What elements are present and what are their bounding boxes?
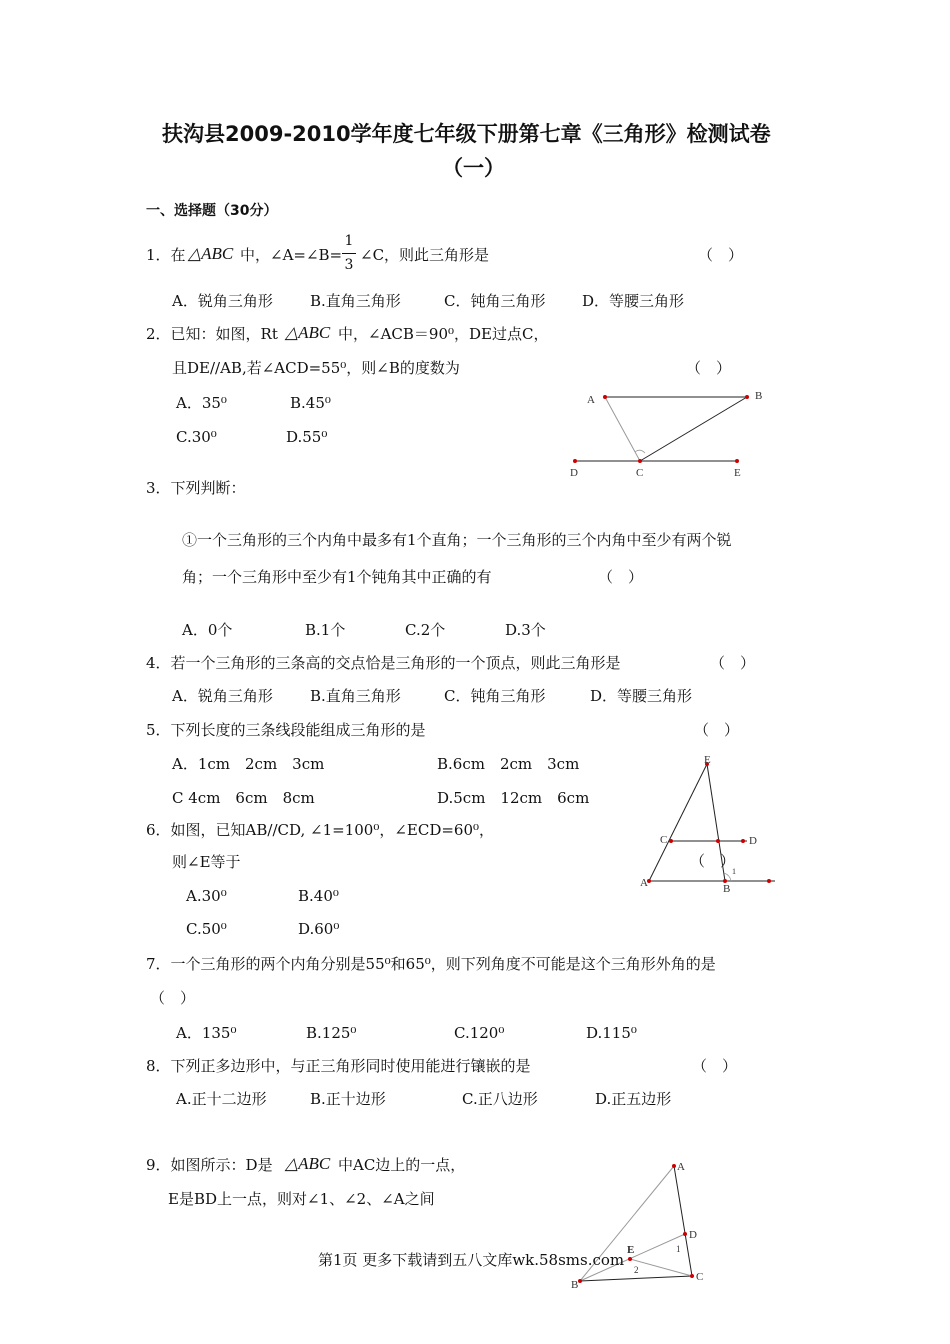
q3-option-d: D.3个: [505, 621, 546, 639]
q8-option-b: B.正十边形: [310, 1090, 386, 1108]
q7-option-d: D.115⁰: [586, 1024, 637, 1042]
q2-option-b: B.45⁰: [290, 394, 331, 412]
q7-stem: 7．一个三角形的两个内角分别是55⁰和65⁰，则下列角度不可能是这个三角形外角的是: [146, 955, 716, 973]
q6-label-1: 1: [732, 867, 736, 876]
q1-answer-paren: （ ）: [698, 246, 744, 264]
q1-option-d: D．等腰三角形: [582, 292, 685, 310]
q6-label-c: C: [660, 834, 668, 846]
q2-option-d: D.55⁰: [286, 428, 328, 446]
q2-answer-paren: （ ）: [686, 359, 732, 377]
q9-line1-suffix: 中AC边上的一点，: [338, 1156, 466, 1174]
q4-answer-paren: （ ）: [710, 654, 756, 672]
q8-option-c: C.正八边形: [462, 1090, 538, 1108]
page-footer: 第1页 更多下载请到五八文库wk.58sms.com: [318, 1251, 625, 1269]
q5-stem: 5．下列长度的三条线段能组成三角形的是: [146, 721, 426, 739]
q6-figure: [635, 752, 785, 902]
q6-option-b: B.40⁰: [298, 887, 339, 905]
q2-label-b: B: [755, 390, 763, 402]
q2-line1-suffix: 中，∠ACB＝90⁰，DE过点C，: [338, 325, 549, 343]
q4-stem: 4．若一个三角形的三条高的交点恰是三角形的一个顶点，则此三角形是: [146, 654, 621, 672]
q4-option-d: D．等腰三角形: [590, 687, 693, 705]
q1-option-b: B.直角三角形: [310, 292, 401, 310]
q2-label-a: A: [587, 394, 595, 406]
q1-suffix: ∠C，则此三角形是: [360, 246, 490, 264]
q3-option-a: A．0个: [182, 621, 233, 639]
q8-option-a: A.正十二边形: [176, 1090, 267, 1108]
q1-fraction-numerator: 1: [344, 233, 354, 249]
q9-line2: E是BD上一点，则对∠1、∠2、∠A之间: [168, 1190, 435, 1208]
q6-option-c: C.50⁰: [186, 920, 227, 938]
q9-label-d: D: [689, 1229, 697, 1241]
q2-figure: [565, 385, 785, 480]
q6-answer-paren: （ ）: [690, 852, 736, 870]
q6-line1: 6．如图，已知AB//CD, ∠1=100⁰，∠ECD=60⁰，: [146, 821, 495, 839]
exam-title: 扶沟县2009-2010学年度七年级下册第七章《三角形》检测试卷: [162, 122, 771, 146]
q6-line2: 则∠E等于: [172, 853, 241, 871]
q9-label-1: 1: [676, 1244, 681, 1254]
q9-label-e: E: [627, 1244, 635, 1256]
q6-option-a: A.30⁰: [186, 887, 227, 905]
q9-label-a: A: [677, 1161, 685, 1173]
q3-line2: ①一个三角形的三个内角中最多有1个直角；一个三角形的三个内角中至少有两个锐: [182, 531, 732, 549]
q7-option-a: A．135⁰: [176, 1024, 237, 1042]
q9-triangle: △ABC: [285, 1154, 331, 1173]
section-heading: 一、选择题（30分）: [146, 203, 278, 219]
q3-answer-paren: （ ）: [598, 568, 644, 586]
q2-label-e: E: [734, 467, 741, 479]
q5-option-a: A．1cm 2cm 3cm: [172, 755, 325, 773]
q2-label-c: C: [636, 467, 644, 479]
q9-line1-prefix: 9．如图所示：D是: [146, 1156, 273, 1174]
q6-label-e: E: [704, 754, 711, 766]
q9-label-2: 2: [634, 1265, 639, 1275]
q2-line1-prefix: 2．已知：如图，Rt: [146, 325, 278, 343]
q2-option-a: A．35⁰: [176, 394, 227, 412]
q2-triangle: △ABC: [285, 323, 331, 342]
q7-option-c: C.120⁰: [454, 1024, 505, 1042]
q6-label-a: A: [640, 877, 648, 889]
q6-label-b: B: [723, 883, 731, 895]
q9-figure: [568, 1158, 708, 1293]
q1-triangle: △ABC: [188, 244, 234, 263]
q1-fraction-denominator: 3: [344, 257, 354, 273]
q9-label-c: C: [696, 1271, 704, 1283]
q3-line1: 3．下列判断：: [146, 479, 246, 497]
q6-label-d: D: [749, 835, 757, 847]
q3-option-c: C.2个: [405, 621, 446, 639]
q8-option-d: D.正五边形: [595, 1090, 672, 1108]
q8-answer-paren: （ ）: [692, 1057, 738, 1075]
q4-option-a: A．锐角三角形: [172, 687, 273, 705]
q1-middle: 中，∠A=∠B=: [240, 246, 343, 264]
q1-option-c: C．钝角三角形: [444, 292, 546, 310]
q2-option-c: C.30⁰: [176, 428, 217, 446]
q8-stem: 8．下列正多边形中，与正三角形同时使用能进行镶嵌的是: [146, 1057, 531, 1075]
q2-line2: 且DE//AB,若∠ACD=55⁰，则∠B的度数为: [172, 359, 460, 377]
q1-prefix: 1．在: [146, 246, 186, 264]
q1-option-a: A．锐角三角形: [172, 292, 273, 310]
q3-option-b: B.1个: [305, 621, 346, 639]
q9-label-b: B: [571, 1279, 579, 1291]
q1-fraction-bar: [342, 253, 356, 254]
q4-option-b: B.直角三角形: [310, 687, 401, 705]
q6-option-d: D.60⁰: [298, 920, 340, 938]
exam-title-suffix: （一）: [442, 156, 505, 180]
q5-option-d: D.5cm 12cm 6cm: [437, 789, 590, 807]
q5-option-b: B.6cm 2cm 3cm: [437, 755, 580, 773]
q5-option-c: C 4cm 6cm 8cm: [172, 789, 315, 807]
q5-answer-paren: （ ）: [694, 721, 740, 739]
q3-line3: 角；一个三角形中至少有1个钝角其中正确的有: [182, 568, 492, 586]
q7-answer-paren: （ ）: [150, 989, 196, 1007]
q2-label-d: D: [570, 467, 578, 479]
q4-option-c: C．钝角三角形: [444, 687, 546, 705]
q7-option-b: B.125⁰: [306, 1024, 357, 1042]
